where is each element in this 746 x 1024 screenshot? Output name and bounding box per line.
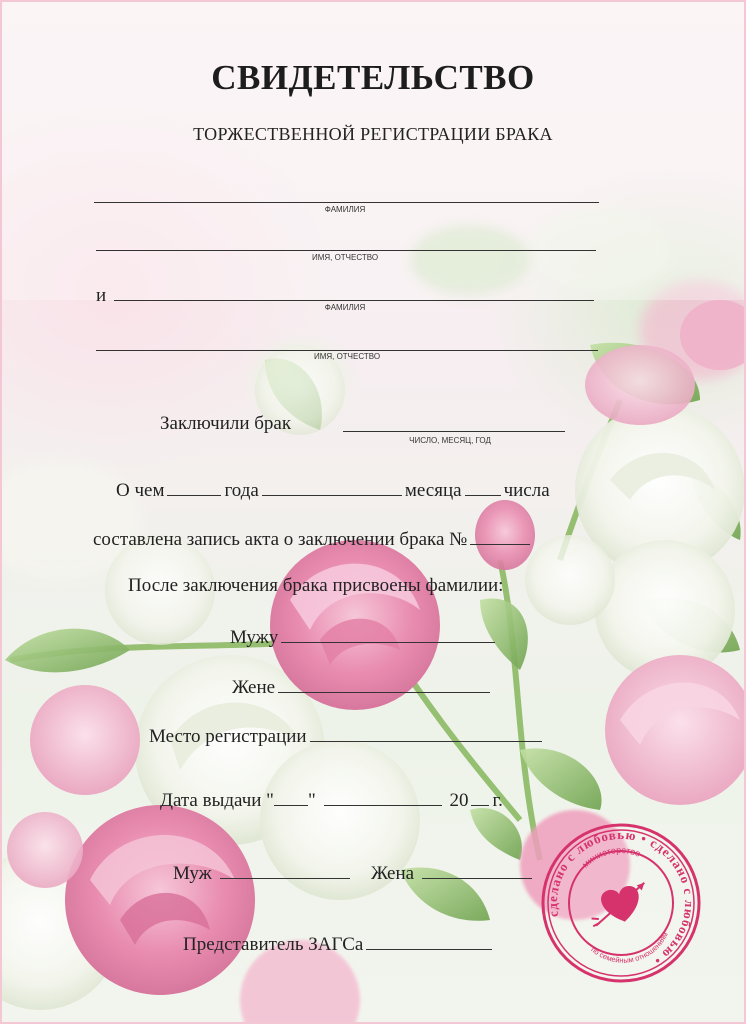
year-suffix: г. [492, 790, 503, 811]
wife-signature-row [371, 861, 535, 885]
sign-wife-label: Жена [371, 863, 415, 884]
husband-signature-row [173, 861, 353, 885]
representative-label: Представитель ЗАГСа [183, 934, 364, 955]
representative-row [183, 932, 495, 956]
blank-wife-surname[interactable] [278, 675, 490, 693]
blank-year-day[interactable] [167, 478, 221, 496]
month-label: месяца [404, 480, 462, 501]
married-label: Заключили брак [160, 413, 292, 434]
surname-line-2[interactable] [114, 300, 594, 301]
stamp-top-text: министерство [580, 845, 642, 870]
caption-surname-2: ФАМИЛИЯ [324, 303, 366, 312]
wife-label: Жене [232, 677, 276, 698]
blank-place[interactable] [310, 724, 542, 742]
record-row [93, 527, 533, 551]
wife-surname-row [232, 675, 493, 699]
blank-issue-year[interactable] [471, 788, 489, 806]
blank-issue-day[interactable] [274, 788, 308, 806]
place-label: Место регистрации [149, 726, 307, 747]
love-stamp [540, 822, 702, 984]
blank-wife-signature[interactable] [422, 861, 532, 879]
name-line-2[interactable] [96, 350, 598, 351]
certificate-subtitle: ТОРЖЕСТВЕННОЙ РЕГИСТРАЦИИ БРАКА [193, 124, 553, 144]
caption-name-1: ИМЯ, ОТЧЕСТВО [311, 253, 379, 262]
quote-open: " [266, 790, 274, 811]
caption-surname-1: ФАМИЛИЯ [324, 205, 366, 214]
day-label: числа [503, 480, 550, 501]
certificate-title: СВИДЕТЕЛЬСТВО [211, 58, 535, 97]
caption-name-2: ИМЯ, ОТЧЕСТВО [313, 352, 381, 361]
husband-surname-row [230, 625, 498, 649]
stamp-ring-text: сделано с любовью • сделано с любовью • [544, 826, 698, 969]
name-line-1[interactable] [96, 250, 596, 251]
quote-close: " [307, 790, 316, 811]
ochem-label: О чем [116, 480, 165, 501]
issue-date-row [160, 788, 503, 812]
blank-representative-signature[interactable] [366, 932, 492, 950]
blank-record-number[interactable] [470, 527, 530, 545]
blank-month[interactable] [262, 478, 402, 496]
stamp-bottom-text: по семейным отношениям [589, 930, 670, 965]
sign-husband-label: Муж [173, 863, 212, 884]
marriage-date-line[interactable] [343, 431, 565, 432]
husband-label: Мужу [230, 627, 279, 648]
year-label: года [224, 480, 259, 501]
place-row [149, 724, 545, 748]
and-label: и [96, 285, 107, 306]
caption-date: ЧИСЛО, МЕСЯЦ, ГОД [409, 436, 491, 445]
blank-husband-surname[interactable] [281, 625, 495, 643]
surnames-label: После заключения брака присвоены фамилии: [128, 575, 504, 596]
record-date-row [116, 478, 550, 502]
blank-husband-signature[interactable] [220, 861, 350, 879]
record-label: составлена запись акта о заключении брака № [93, 529, 468, 550]
blank-issue-month[interactable] [324, 788, 442, 806]
issue-label: Дата выдачи [160, 790, 262, 811]
blank-day[interactable] [465, 478, 501, 496]
surname-line-1[interactable] [94, 202, 599, 203]
year-prefix: 20 [449, 790, 469, 811]
